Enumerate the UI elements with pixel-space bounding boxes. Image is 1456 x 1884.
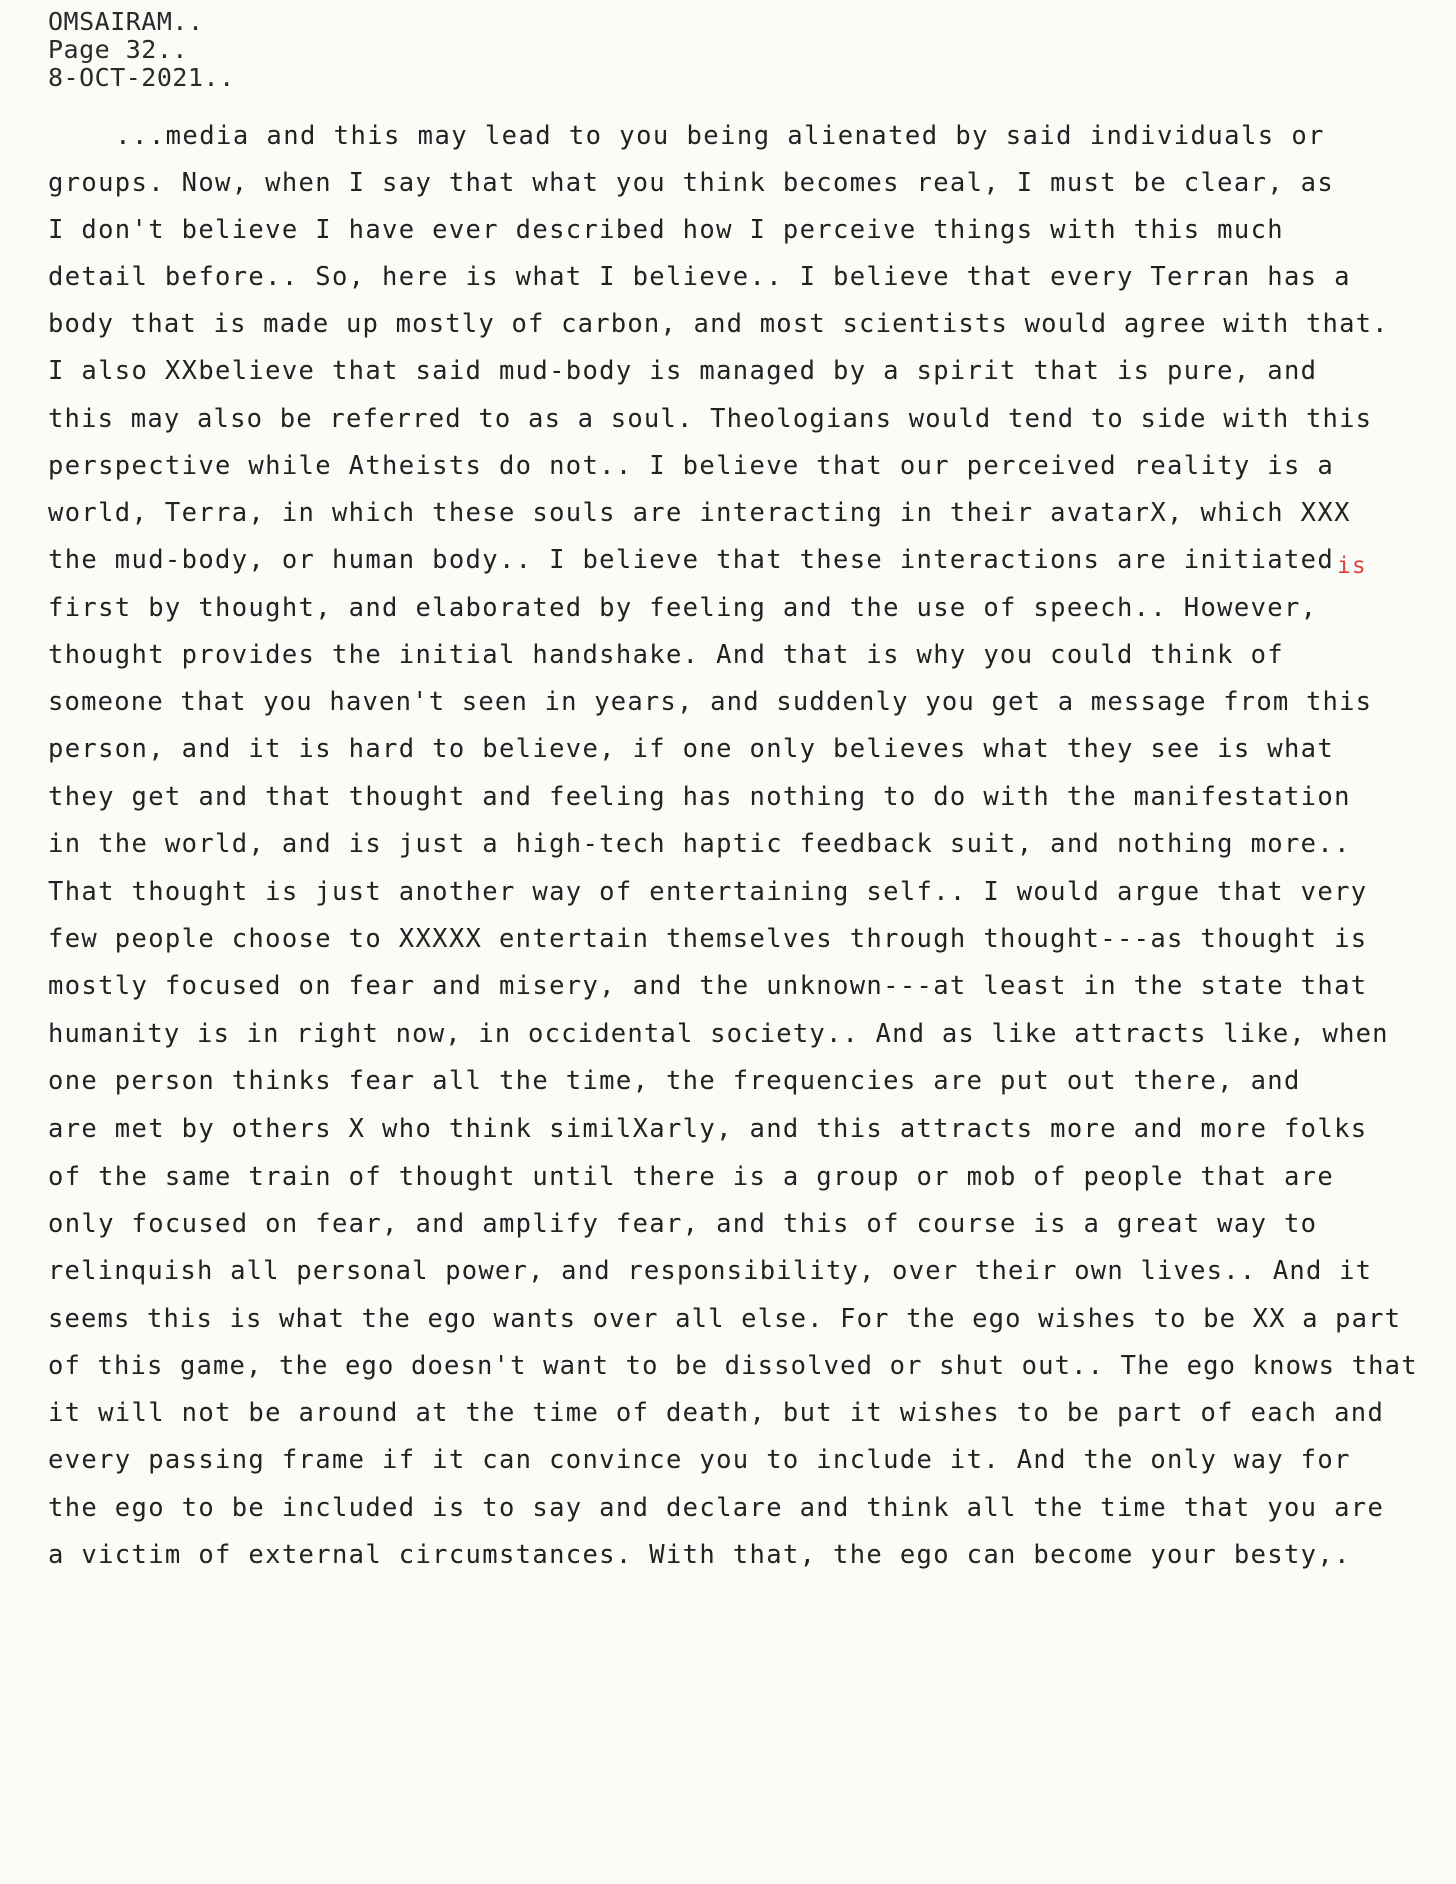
text-line: they get and that thought and feeling has nothing to do with the manifestation — [48, 782, 1351, 812]
header-page-number: Page 32.. — [48, 35, 188, 64]
text-line: I also XXbelieve that said mud-body is managed by a spirit that is pure, and — [48, 356, 1318, 386]
text-line: humanity is in right now, in occidental society.. And as like attracts like, when — [48, 1019, 1389, 1049]
text-line: I don't believe I have ever described how I perceive things with this much — [48, 215, 1284, 245]
red-insertion-mark: is — [1337, 553, 1367, 579]
text-line: world, Terra, in which these souls are interacting in their avatarX, which XXX — [48, 498, 1351, 528]
text-line: it will not be around at the time of death, but it wishes to be part of each and — [48, 1398, 1385, 1428]
text-line: of the same train of thought until there is a group or mob of people that are — [48, 1162, 1335, 1192]
text-line: ...media and this may lead to you being alienated by said individuals or — [48, 121, 1325, 151]
text-line: the mud-body, or human body.. I believe that these interactions are initiated — [48, 545, 1335, 575]
text-line: relinquish all personal power, and responsibility, over their own lives.. And it — [48, 1256, 1373, 1286]
text-line: mostly focused on fear and misery, and the unknown---at least in the state that — [48, 971, 1368, 1001]
text-line: every passing frame if it can convince you to include it. And the only way for — [48, 1445, 1351, 1475]
text-line: only focused on fear, and amplify fear, and this of course is a great way to — [48, 1209, 1318, 1239]
header-title: OMSAIRAM.. — [48, 7, 204, 36]
page-header — [48, 8, 235, 92]
text-line: detail before.. So, here is what I believe.. I believe that every Terran has a — [48, 262, 1351, 292]
text-line: first by thought, and elaborated by feeling and the use of speech.. However, — [48, 593, 1318, 623]
text-line: person, and it is hard to believe, if one only believes what they see is what — [48, 734, 1335, 764]
header-date: 8-OCT-2021.. — [48, 63, 235, 92]
text-line: someone that you haven't seen in years, and suddenly you get a message from this — [48, 687, 1373, 717]
text-line: perspective while Atheists do not.. I believe that our perceived reality is a — [48, 451, 1335, 481]
text-line: thought provides the initial handshake. And that is why you could think of — [48, 640, 1284, 670]
text-line: a victim of external circumstances. With that, the ego can become your besty,. — [48, 1540, 1351, 1570]
text-line: the ego to be included is to say and declare and think all the time that you are — [48, 1493, 1385, 1523]
text-line: one person thinks fear all the time, the frequencies are put out there, and — [48, 1066, 1301, 1096]
text-line: few people choose to XXXXX entertain themselves through thought---as thought is — [48, 924, 1368, 954]
text-line: in the world, and is just a high-tech haptic feedback suit, and nothing more.. — [48, 829, 1351, 859]
text-line: are met by others X who think similXarly, and this attracts more and more folks — [48, 1114, 1368, 1144]
text-line: of this game, the ego doesn't want to be dissolved or shut out.. The ego knows that — [48, 1351, 1418, 1381]
text-line: this may also be referred to as a soul. Theologians would tend to side with this — [48, 404, 1373, 434]
text-line: seems this is what the ego wants over all else. For the ego wishes to be XX a part — [48, 1304, 1402, 1334]
text-line: That thought is just another way of entertaining self.. I would argue that very — [48, 877, 1368, 907]
text-line: body that is made up mostly of carbon, and most scientists would agree with that. — [48, 309, 1389, 339]
text-line: groups. Now, when I say that what you think becomes real, I must be clear, as — [48, 168, 1335, 198]
